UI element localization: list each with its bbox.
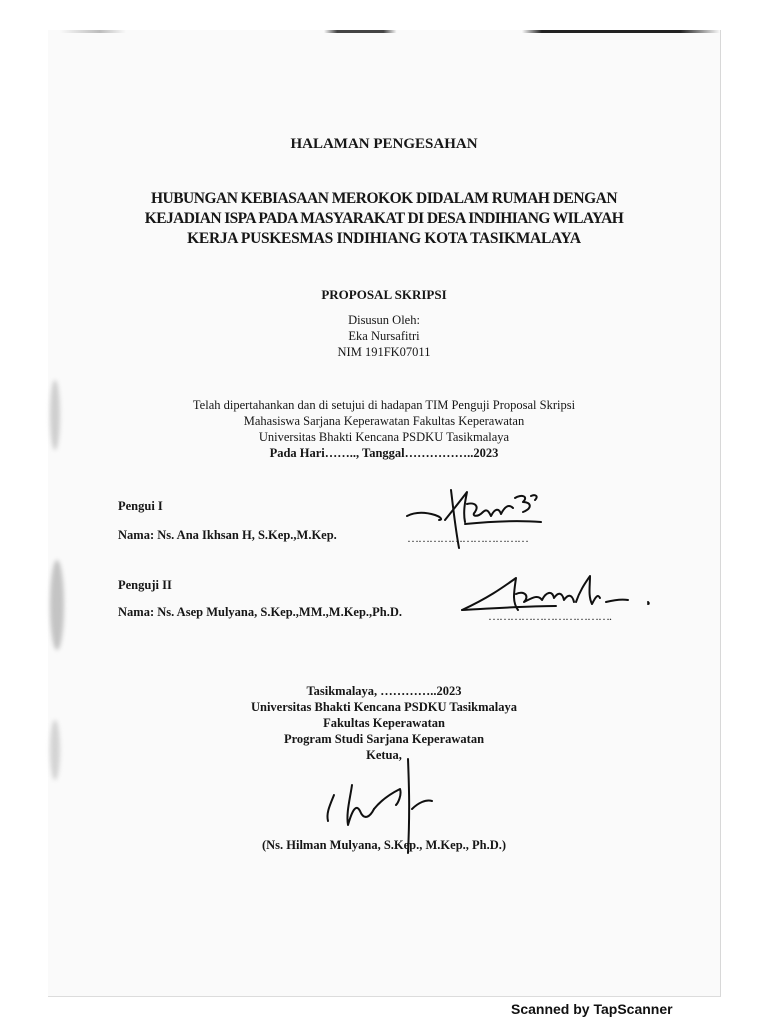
examiner-2-signature-line: …………………………….: [488, 609, 611, 623]
statement-line: Telah dipertahankan dan di setujui di hadapan TIM Penguji Proposal Skripsi: [192, 398, 576, 412]
approval-faculty: Fakultas Keperawatan: [323, 716, 445, 730]
statement-line: Mahasiswa Sarjana Keperawatan Fakultas Keperawatan: [243, 414, 525, 428]
examiner-1-signature-line: ……………………………: [407, 531, 528, 545]
thesis-title-line: KEJADIAN ISPA PADA MASYARAKAT DI DESA INDIHIANG WILAYAH: [144, 210, 624, 227]
scanner-watermark: Scanned by TapScanner: [511, 1001, 673, 1017]
approval-place-date: Tasikmalaya, …………..2023: [306, 684, 462, 698]
page-heading: HALAMAN PENGESAHAN: [290, 136, 478, 152]
examiner-2-label: Penguji II: [118, 578, 172, 592]
examiner-1-signature: [405, 482, 555, 554]
approval-role: Ketua,: [366, 748, 402, 762]
examiner-2-name: Nama: Ns. Asep Mulyana, S.Kep.,MM.,M.Kep.,Ph.D.: [118, 605, 403, 619]
examiner-1-name: Nama: Ns. Ana Ikhsan H, S.Kep.,M.Kep.: [118, 528, 337, 542]
scan-top-edge: [60, 30, 720, 33]
statement-date-line: Pada Hari…….., Tanggal……………..2023: [269, 446, 499, 460]
author-name: Eka Nursafitri: [348, 329, 420, 343]
head-name: (Ns. Hilman Mulyana, S.Kep., M.Kep., Ph.D.): [261, 838, 507, 852]
document-type: PROPOSAL SKRIPSI: [321, 287, 447, 302]
scan-smudge: [50, 560, 64, 650]
author-label: Disusun Oleh:: [348, 313, 420, 327]
statement-line: Universitas Bhakti Kencana PSDKU Tasikmalaya: [258, 430, 510, 444]
approval-program: Program Studi Sarjana Keperawatan: [283, 732, 485, 746]
approval-university: Universitas Bhakti Kencana PSDKU Tasikmalaya: [250, 700, 517, 714]
thesis-title-line: KERJA PUSKESMAS INDIHIANG KOTA TASIKMALAYA: [187, 230, 581, 247]
examiner-1-label: Pengui I: [118, 499, 163, 513]
examiner-2-signature: [458, 572, 663, 618]
thesis-title-line: HUBUNGAN KEBIASAAN MEROKOK DIDALAM RUMAH DENGAN: [150, 190, 618, 207]
author-nim: NIM 191FK07011: [337, 345, 431, 359]
